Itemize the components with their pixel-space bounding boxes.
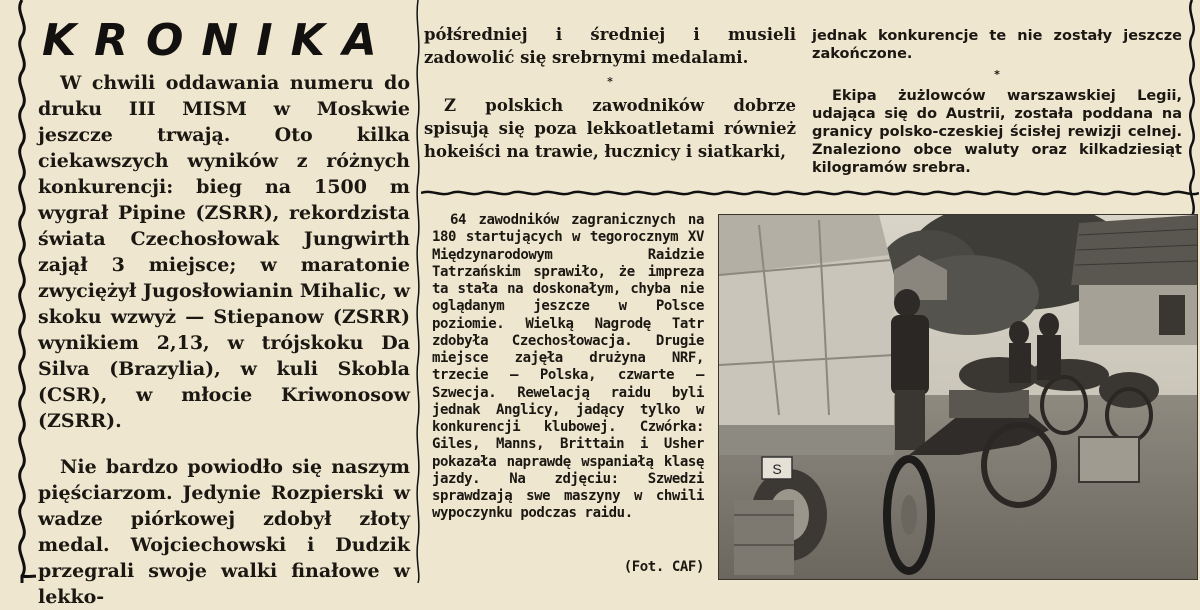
column-1-paragraph-1: W chwili oddawania numeru do druku III MISM w Moskwie jeszcze trwają. Oto kilka ciekawszych wyników z różnych konkurencji: bieg na 1500 m wygrał Pipine (ZSRR), rekordzista świata Czechosłowak Jungwirth zajął 3 miejsce; w maratonie zwyciężył Jugosłowianin Mihalic, w skoku wzwyż — Stiepanow (ZSRR) wynikiem 2,13, w trójskoku Da Silva (Brazylia), w kuli Skobla (CSR), w młocie Kriwonosow (ZSRR).	[38, 72, 410, 432]
star-separator-icon: *	[994, 68, 1000, 81]
photo-credit: (Fot. CAF)	[623, 558, 704, 575]
column-3-paragraph: Ekipa żużlowców warszawskiej Legii, udająca się do Austrii, została poddana na granicy polsko-czeskiej ścisłej rewizji celnej. Znaleziono obce waluty oraz kilkadziesiąt kilogramów srebra.	[812, 88, 1182, 176]
section-divider	[421, 188, 1199, 198]
rally-photo-image	[719, 215, 1197, 579]
star-separator-icon: *	[607, 75, 613, 88]
rally-photo	[718, 214, 1198, 580]
caption-text: 64 zawodników zagranicznych na 180 startujących w tegorocznym XV Międzynarodowym Raidzie Tatrzańskim sprawiło, że impreza ta stała na doskonałym, chyba nie oglądanym jeszcze w Polsce poziomie. Wielką Nagrodę Tatr zdobyła Czechosłowacja. Drugie miejsce zajęła drużyna NRF, trzecie — Polska, czwarte — Szwecja. Rewelacją raidu byli jednak Anglicy, jadący tylko w konkurencji klubowej. Czwórka: Giles, Manns, Brittain i Usher pokazała naprawdę wspaniałą klasę jazdy. Na zdjęciu: Szwedzi sprawdzają swe maszyny w chwili wypoczynku podczas raidu.	[432, 212, 704, 522]
column-2-continuation: półśredniej i średniej i musieli zadowolić się srebrnymi medalami.	[424, 25, 796, 67]
column-1-paragraph-2: Nie bardzo powiodło się naszym pięściarzom. Jedynie Rozpierski w wadze piórkowej zdobył złoty medal. Wojciechowski i Dudzik przegrali swoje walki finałowe w lekko-	[38, 456, 410, 608]
page-title: KRONIKA	[42, 15, 395, 66]
column-2	[424, 23, 796, 163]
column-rule	[414, 0, 422, 583]
plate-letter: S	[772, 461, 782, 477]
left-wavy-border	[0, 0, 36, 583]
column-3	[812, 27, 1182, 177]
photo-caption	[432, 212, 704, 576]
column-1	[38, 70, 410, 610]
column-2-paragraph: Z polskich zawodników dobrze spisują się poza lekkoatletami również hokeiści na trawie, łucznicy i siatkarki,	[424, 96, 796, 161]
column-3-continuation: jednak konkurencje te nie zostały jeszcze zakończone.	[812, 28, 1182, 62]
